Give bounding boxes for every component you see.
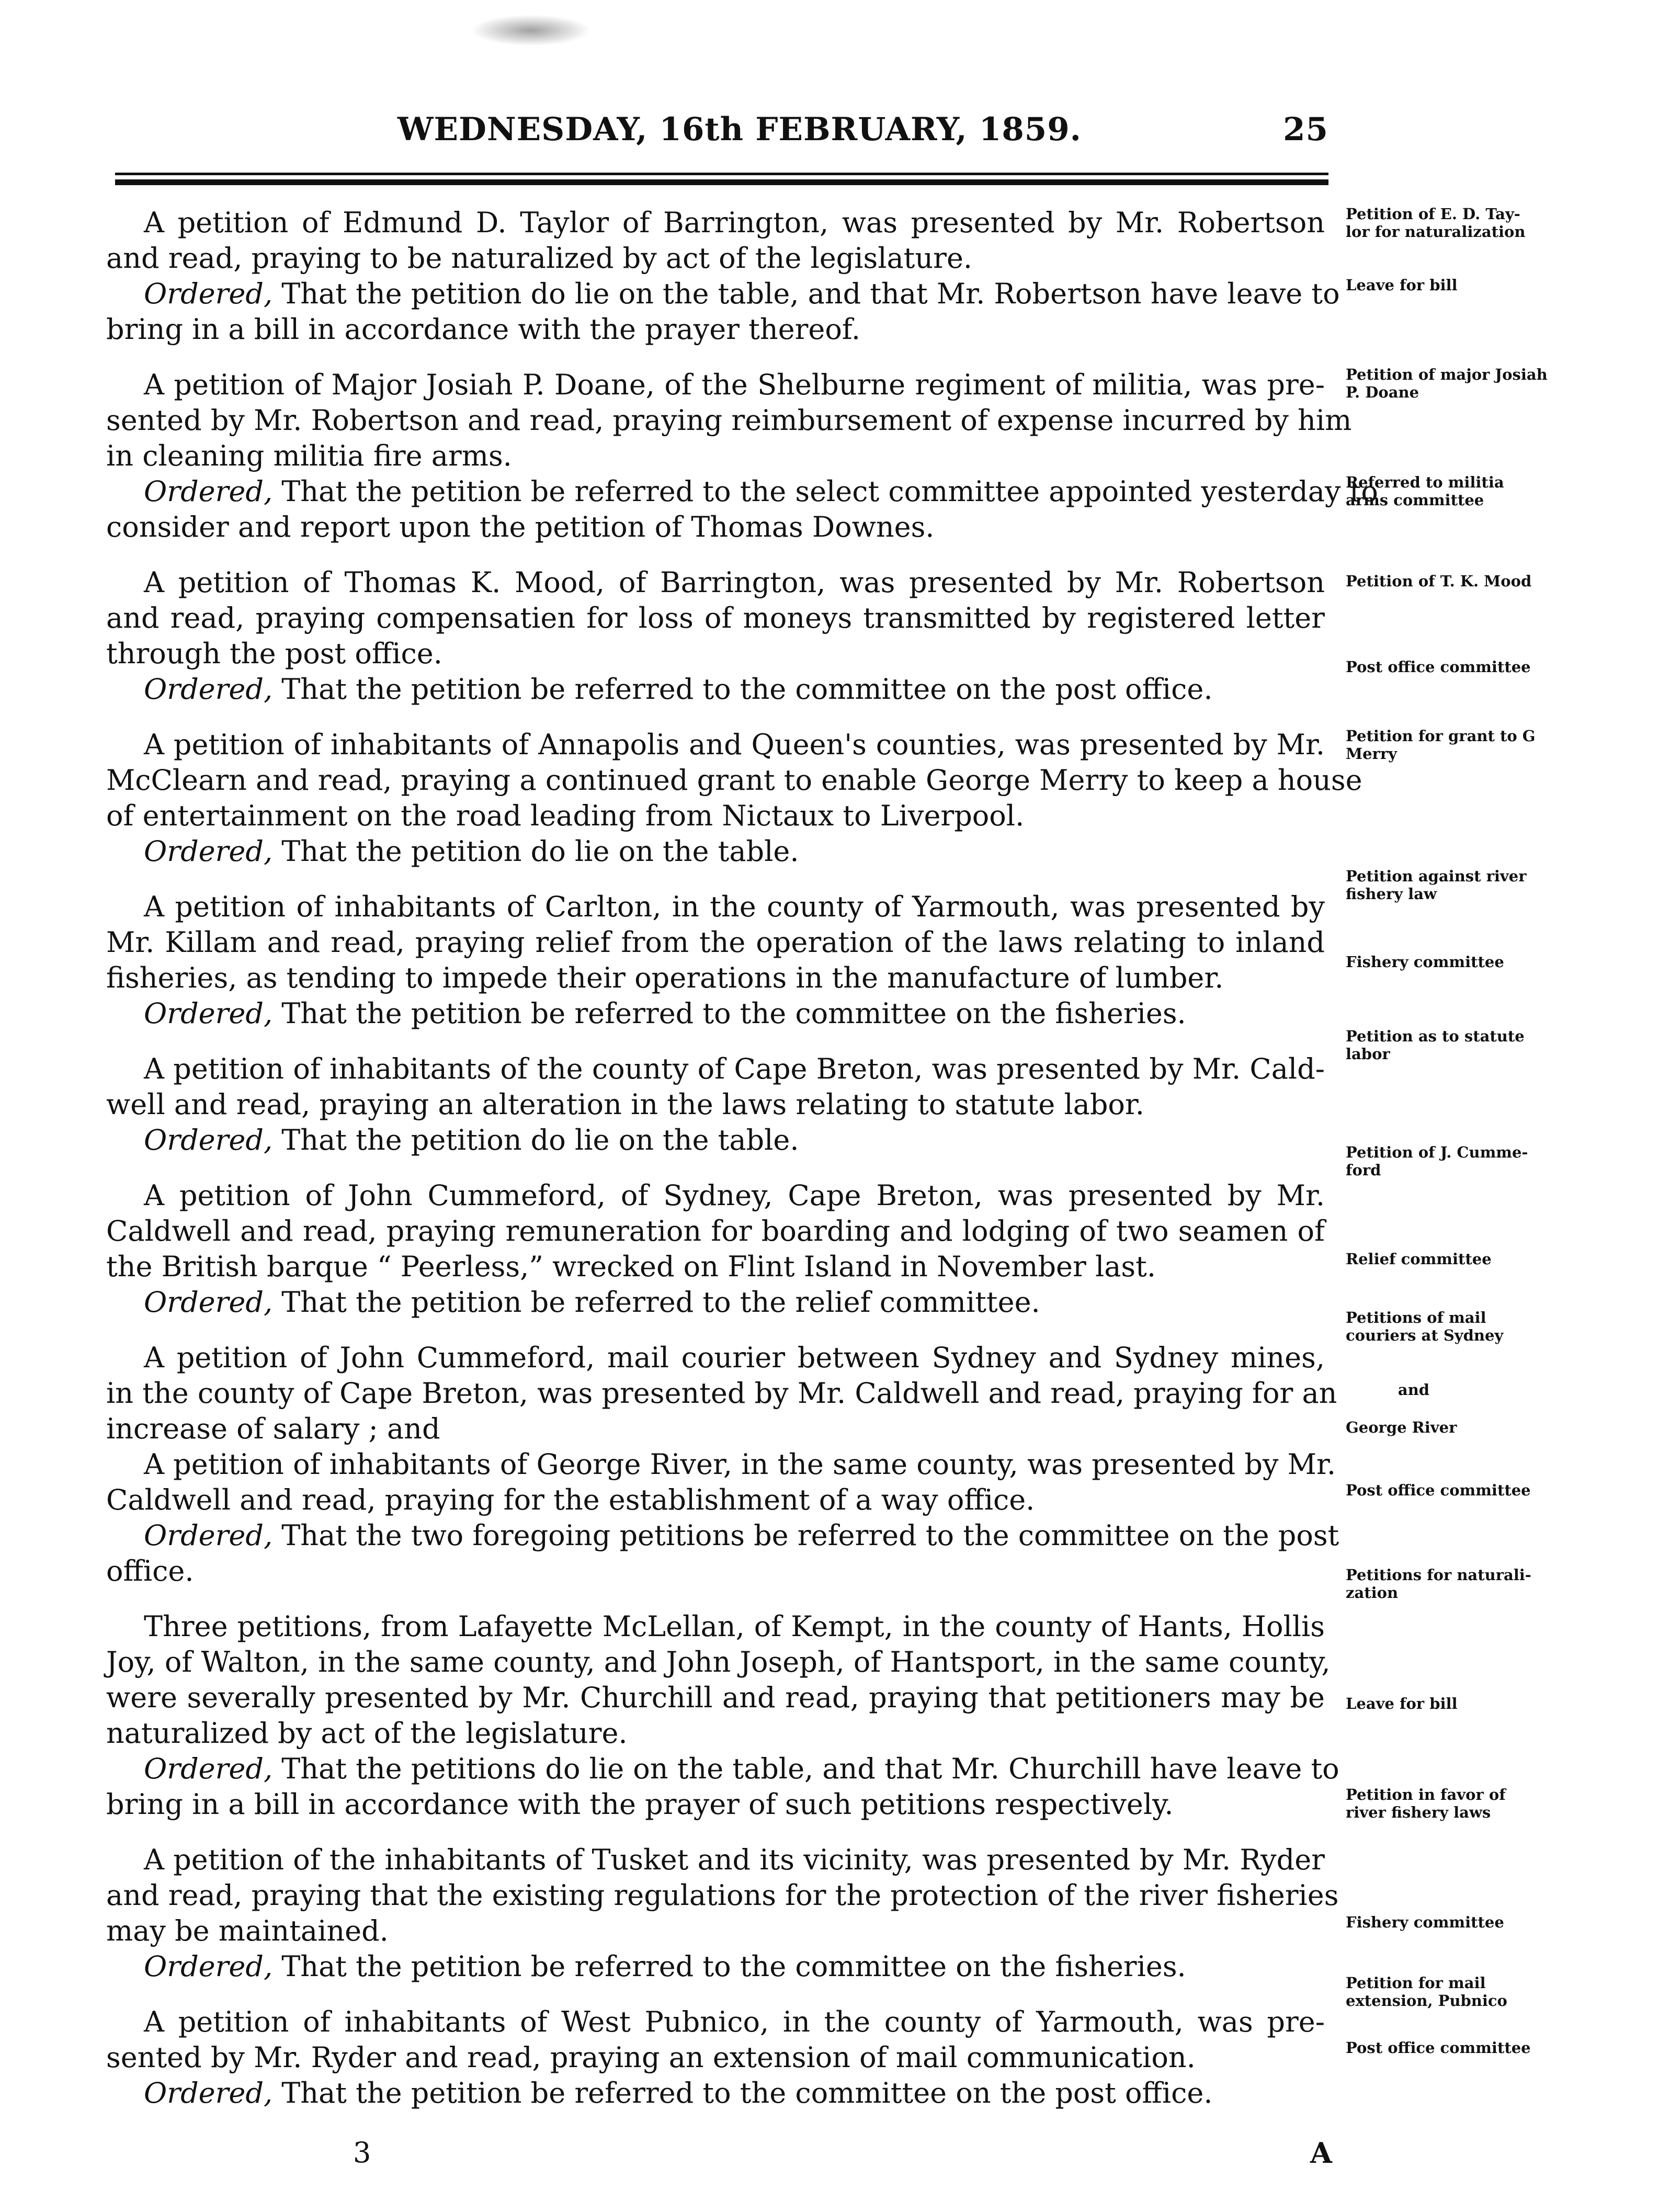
text-line: [106, 636, 1325, 672]
line-text: That the petition do lie on the table.: [272, 1124, 799, 1156]
text-line: [106, 1787, 1325, 1822]
margin-note-line: Petition of E. D. Tay-: [1346, 205, 1520, 223]
ordered-label: Ordered,: [144, 475, 273, 508]
line-text: A petition of Thomas K. Mood, of Barrington, was presented by Mr. Robertson: [144, 566, 1325, 599]
text-line: [106, 403, 1352, 438]
line-text: That the petition be referred to the committee on the post office.: [272, 673, 1213, 706]
text-line: [106, 1340, 1325, 1376]
margin-note-line: Merry: [1346, 745, 1397, 763]
order-paragraph: [106, 672, 1325, 707]
signature-letter: A: [1310, 2136, 1332, 2170]
line-text: Caldwell and read, praying for the establishment of a way office.: [106, 1483, 1035, 1516]
petition-paragraph: [106, 565, 1325, 672]
line-text: naturalized by act of the legislature.: [106, 1717, 628, 1750]
line-text: office.: [106, 1555, 194, 1587]
margin-note-line: P. Doane: [1346, 383, 1419, 401]
margin-note-line: Petition of T. K. Mood: [1346, 572, 1532, 590]
margin-note: [1346, 2039, 1565, 2057]
margin-note: [1346, 1913, 1565, 1931]
text-line: [106, 727, 1325, 763]
line-text: sented by Mr. Robertson and read, praying reimbursement of expense incurred by him: [106, 404, 1352, 437]
margin-note: [1346, 1309, 1565, 1344]
text-line: [106, 1447, 1336, 1482]
line-text: A petition of inhabitants of the county of Cape Breton, was presented by Mr. Cald-: [144, 1052, 1325, 1085]
text-line: [106, 1122, 1325, 1158]
text-line: [106, 276, 1340, 312]
line-text: and read, praying to be naturalized by act of the legislature.: [106, 242, 973, 275]
order-paragraph: [106, 1285, 1325, 1320]
ordered-label: Ordered,: [144, 997, 273, 1030]
margin-note-line: Leave for bill: [1346, 276, 1458, 294]
order-paragraph: [106, 1518, 1339, 1589]
margin-note: [1346, 1381, 1482, 1399]
line-text: Joy, of Walton, in the same county, and John Joseph, of Hantsport, in the same county,: [106, 1646, 1331, 1678]
petition-paragraph: [106, 1609, 1331, 1751]
margin-note-line: Referred to militia: [1346, 473, 1504, 491]
text-line: [106, 1644, 1331, 1680]
line-text: sented by Mr. Ryder and read, praying an extension of mail communication.: [106, 2041, 1196, 2074]
margin-note-line: Petitions for naturali-: [1346, 1566, 1531, 1584]
text-line: [106, 1178, 1325, 1213]
line-text: well and read, praying an alteration in the laws relating to statute labor.: [106, 1088, 1144, 1121]
line-text: That the petition be referred to the committee on the post office.: [272, 2077, 1213, 2109]
text-line: [106, 2004, 1325, 2040]
text-line: [106, 1285, 1325, 1320]
text-line: [106, 600, 1325, 636]
margin-note-line: Post office committee: [1346, 658, 1531, 676]
margin-note: [1346, 1695, 1565, 1712]
margin-note-line: George River: [1346, 1419, 1457, 1436]
text-line: [106, 1553, 1325, 1589]
text-line: [106, 1878, 1339, 1913]
petition-paragraph: [106, 367, 1352, 474]
line-text: That the petition be referred to the select committee appointed yesterday to: [272, 475, 1378, 508]
line-text: A petition of inhabitants of George River, in the same county, was presented by Mr.: [144, 1448, 1336, 1481]
text-line: [106, 798, 1325, 834]
line-text: through the post office.: [106, 637, 442, 670]
text-line: [106, 1376, 1337, 1411]
margin-note-line: fishery law: [1346, 885, 1437, 903]
petition-paragraph: [106, 1178, 1325, 1285]
text-line: [106, 367, 1325, 403]
order-paragraph: [106, 2075, 1325, 2111]
text-line: [106, 1051, 1325, 1087]
margin-note-line: Petition against river: [1346, 867, 1527, 885]
text-line: [106, 1680, 1325, 1716]
text-line: [106, 1213, 1325, 1249]
text-line: [106, 1482, 1325, 1518]
line-text: in cleaning militia fire arms.: [106, 439, 512, 472]
order-paragraph: [106, 474, 1378, 545]
line-text: A petition of inhabitants of Annapolis and Queen's counties, was presented by Mr.: [144, 728, 1325, 761]
header-rule-thin: [115, 173, 1328, 175]
margin-note: [1346, 1250, 1565, 1268]
margin-note: [1346, 1566, 1565, 1602]
margin-note: [1346, 276, 1565, 294]
ordered-label: Ordered,: [144, 1286, 273, 1319]
petition-paragraph: [106, 205, 1325, 276]
line-text: That the petition be referred to the committee on the fisheries.: [272, 997, 1186, 1030]
signature-mark: 3: [353, 2136, 371, 2169]
margin-note-line: Petition of major Josiah: [1346, 366, 1548, 383]
text-line: [106, 1411, 1325, 1447]
header-rule-thick: [115, 179, 1328, 185]
line-text: That the petition be referred to the committee on the fisheries.: [272, 1950, 1186, 1983]
text-line: [106, 2075, 1325, 2111]
margin-note-line: couriers at Sydney: [1346, 1326, 1504, 1344]
line-text: A petition of Edmund D. Taylor of Barrington, was presented by Mr. Robertson: [144, 206, 1325, 239]
margin-note: [1346, 1143, 1565, 1179]
margin-note-line: labor: [1346, 1045, 1390, 1063]
text-line: [106, 1913, 1325, 1949]
line-text: That the petition do lie on the table.: [272, 835, 799, 868]
order-paragraph: [106, 276, 1340, 347]
ordered-label: Ordered,: [144, 1752, 273, 1785]
petition-paragraph: [106, 1051, 1325, 1122]
text-line: [106, 925, 1325, 960]
order-paragraph: [106, 1122, 1325, 1158]
text-line: [106, 1949, 1325, 1984]
text-line: [106, 509, 1325, 545]
text-line: [106, 889, 1325, 925]
margin-note: [1346, 1786, 1565, 1821]
margin-note: [1346, 1027, 1565, 1063]
margin-note-line: Petition for grant to G: [1346, 727, 1536, 745]
line-text: That the petition do lie on the table, and that Mr. Robertson have leave to: [272, 277, 1340, 310]
order-paragraph: [106, 834, 1325, 869]
margin-note-line: Petition as to statute: [1346, 1027, 1525, 1045]
order-paragraph: [106, 1949, 1325, 1984]
line-text: and read, praying that the existing regulations for the protection of the river fisheries: [106, 1879, 1339, 1912]
margin-note-line: Petition for mail: [1346, 1974, 1486, 1992]
ordered-label: Ordered,: [144, 277, 273, 310]
ordered-label: Ordered,: [144, 1519, 273, 1552]
line-text: and read, praying compensatien for loss of moneys transmitted by registered letter: [106, 602, 1325, 634]
margin-note: [1346, 473, 1565, 509]
margin-note-line: Relief committee: [1346, 1250, 1492, 1268]
line-text: A petition of inhabitants of Carlton, in the county of Yarmouth, was presented by: [144, 890, 1325, 923]
ordered-label: Ordered,: [144, 2077, 273, 2109]
line-text: of entertainment on the road leading from Nictaux to Liverpool.: [106, 799, 1025, 832]
line-text: increase of salary ; and: [106, 1412, 440, 1445]
margin-note-line: river fishery laws: [1346, 1803, 1491, 1821]
margin-note-line: ford: [1346, 1161, 1381, 1179]
margin-note-line: Petition of J. Cumme-: [1346, 1143, 1528, 1161]
petition-paragraph: [106, 2004, 1325, 2075]
page-header: [397, 111, 1328, 153]
line-text: McClearn and read, praying a continued grant to enable George Merry to keep a house: [106, 764, 1362, 797]
ordered-label: Ordered,: [144, 1950, 273, 1983]
line-text: A petition of John Cummeford, mail courier between Sydney and Sydney mines,: [144, 1341, 1325, 1374]
text-line: [106, 2040, 1325, 2075]
margin-note: [1346, 366, 1565, 401]
margin-note: [1346, 953, 1565, 971]
text-line: [106, 205, 1325, 241]
line-text: Mr. Killam and read, praying relief from the operation of the laws relating to inland: [106, 926, 1325, 959]
line-text: may be maintained.: [106, 1914, 389, 1947]
text-line: [106, 1716, 1325, 1751]
margin-note-line: extension, Pubnico: [1346, 1992, 1507, 2010]
petition-paragraph: [106, 1842, 1339, 1949]
margin-note-line: Leave for bill: [1346, 1695, 1458, 1712]
margin-note: [1346, 572, 1565, 590]
margin-note-line: zation: [1346, 1584, 1399, 1602]
order-paragraph: [106, 1751, 1339, 1822]
margin-note-line: Post office committee: [1346, 2039, 1531, 2057]
margin-note-line: and: [1398, 1381, 1430, 1399]
line-text: That the two foregoing petitions be referred to the committee on the post: [272, 1519, 1339, 1552]
margin-note: [1346, 205, 1565, 241]
ink-smudge: [471, 15, 591, 46]
line-text: bring in a bill in accordance with the prayer of such petitions respectively.: [106, 1788, 1174, 1821]
text-line: [106, 672, 1325, 707]
line-text: That the petitions do lie on the table, and that Mr. Churchill have leave to: [272, 1752, 1339, 1785]
text-line: [106, 960, 1325, 996]
page-number: 25: [1283, 111, 1328, 148]
text-line: [106, 996, 1325, 1031]
ordered-label: Ordered,: [144, 835, 273, 868]
margin-note-line: Fishery committee: [1346, 953, 1504, 971]
header-date: WEDNESDAY, 16th FEBRUARY, 1859.: [397, 111, 1082, 148]
margin-note: [1346, 727, 1565, 763]
margin-note: [1346, 658, 1565, 676]
text-line: [106, 474, 1378, 509]
petition-paragraph: [106, 1340, 1337, 1447]
text-line: [106, 1087, 1325, 1122]
line-text: A petition of Major Josiah P. Doane, of the Shelburne regiment of militia, was pre-: [144, 368, 1325, 401]
text-line: [106, 438, 1325, 474]
margin-note-line: arms committee: [1346, 491, 1484, 509]
line-text: consider and report upon the petition of Thomas Downes.: [106, 511, 935, 543]
line-text: That the petition be referred to the relief committee.: [272, 1286, 1040, 1319]
petition-paragraph: [106, 1447, 1336, 1518]
line-text: fisheries, as tending to impede their operations in the manufacture of lumber.: [106, 961, 1224, 994]
line-text: A petition of inhabitants of West Pubnico, in the county of Yarmouth, was pre-: [144, 2005, 1325, 2038]
text-line: [106, 1751, 1339, 1787]
line-text: Caldwell and read, praying remuneration for boarding and lodging of two seamen of: [106, 1215, 1325, 1247]
margin-note: [1346, 867, 1565, 903]
margin-note-line: Petition in favor of: [1346, 1786, 1506, 1803]
margin-note: [1346, 1419, 1565, 1436]
line-text: A petition of John Cummeford, of Sydney, Cape Breton, was presented by Mr.: [144, 1179, 1325, 1212]
line-text: Three petitions, from Lafayette McLellan, of Kempt, in the county of Hants, Hollis: [144, 1610, 1325, 1643]
order-paragraph: [106, 996, 1325, 1031]
line-text: the British barque “ Peerless,” wrecked on Flint Island in November last.: [106, 1250, 1156, 1283]
line-text: A petition of the inhabitants of Tusket and its vicinity, was presented by Mr. Ryder: [144, 1843, 1325, 1876]
margin-note-line: Post office committee: [1346, 1481, 1531, 1499]
margin-note: [1346, 1481, 1565, 1499]
text-line: [106, 834, 1325, 869]
margin-note-line: Petitions of mail: [1346, 1309, 1486, 1326]
line-text: bring in a bill in accordance with the prayer thereof.: [106, 313, 861, 346]
text-line: [106, 565, 1325, 600]
text-line: [106, 1609, 1325, 1644]
margin-note-line: Fishery committee: [1346, 1913, 1504, 1931]
margin-note-line: lor for naturalization: [1346, 223, 1526, 241]
line-text: in the county of Cape Breton, was presented by Mr. Caldwell and read, praying for an: [106, 1377, 1337, 1410]
text-line: [106, 241, 1325, 276]
petition-paragraph: [106, 889, 1325, 996]
text-line: [106, 312, 1325, 347]
line-text: were severally presented by Mr. Churchill and read, praying that petitioners may be: [106, 1681, 1325, 1714]
ordered-label: Ordered,: [144, 673, 273, 706]
text-line: [106, 1249, 1325, 1285]
text-line: [106, 1518, 1339, 1553]
text-line: [106, 763, 1362, 798]
margin-note: [1346, 1974, 1565, 2010]
ordered-label: Ordered,: [144, 1124, 273, 1156]
text-line: [106, 1842, 1325, 1878]
petition-paragraph: [106, 727, 1362, 834]
